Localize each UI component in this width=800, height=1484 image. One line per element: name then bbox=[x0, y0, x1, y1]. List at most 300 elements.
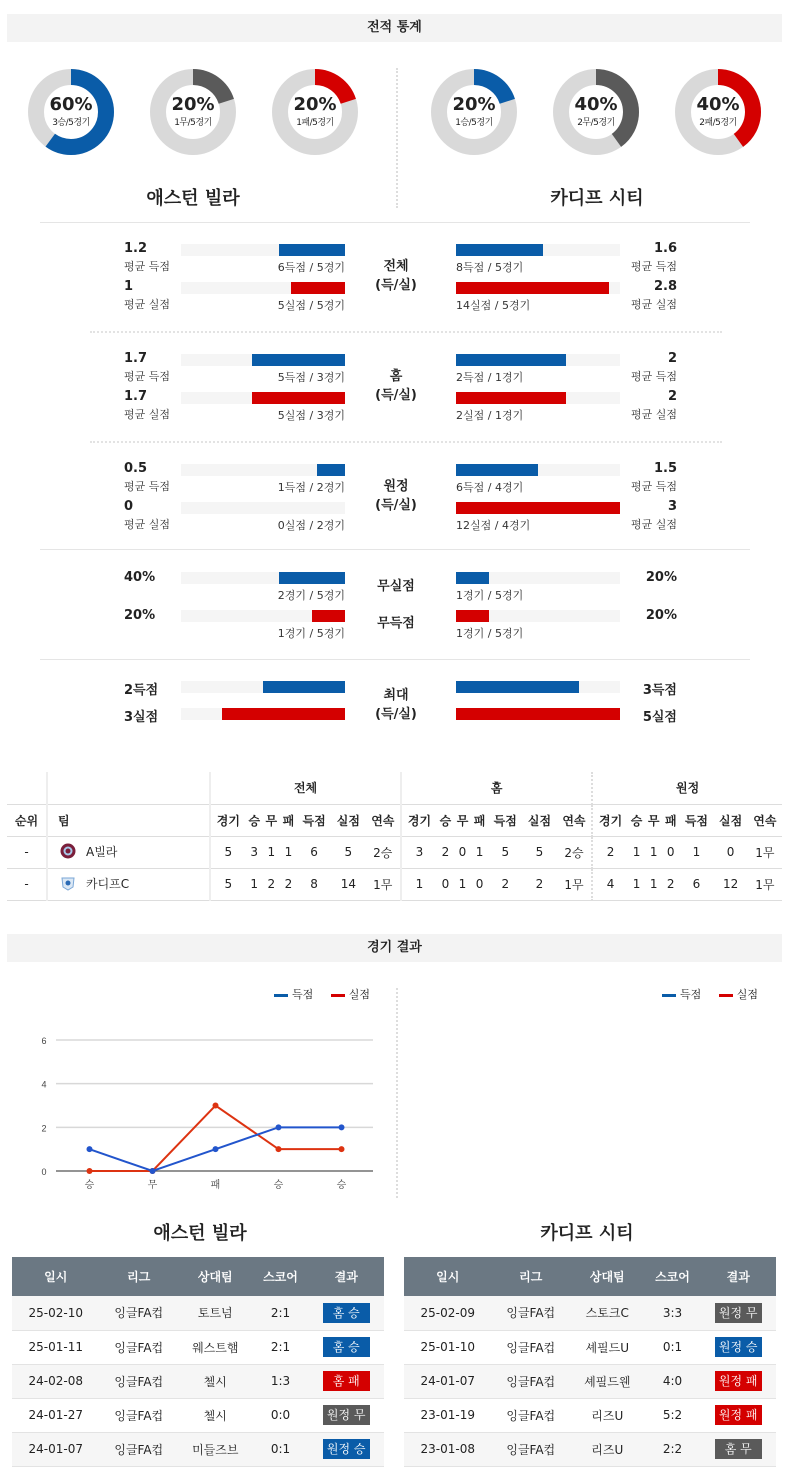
result-badge: 홈 승 bbox=[323, 1303, 370, 1323]
x-tick-label: 승 bbox=[273, 1180, 284, 1191]
home-clean-sheet-caption: 2경기 / 5경기 bbox=[277, 589, 345, 602]
team-cell[interactable] bbox=[47, 836, 210, 868]
away-scored-caption: 2득점 / 1경기 bbox=[456, 371, 524, 384]
home-bar-fill bbox=[312, 610, 345, 622]
max-label-line1: 최대 bbox=[383, 688, 409, 703]
away-bar-fill bbox=[456, 610, 489, 622]
result-badge: 홈 패 bbox=[323, 1371, 370, 1391]
away-bar-track bbox=[456, 354, 620, 366]
home-donut-1 bbox=[149, 68, 237, 156]
opponent: 웨스트햄 bbox=[178, 1330, 253, 1364]
result-cell bbox=[700, 1364, 776, 1398]
result-row bbox=[12, 1398, 384, 1432]
away-clean-sheet-pct: 20% bbox=[645, 570, 677, 585]
clean-sheet-label: 무실점 bbox=[377, 579, 415, 594]
score: 2:1 bbox=[253, 1296, 309, 1330]
result-badge: 원정 승 bbox=[715, 1337, 762, 1357]
avg-conceded-label: 평균 실점 bbox=[124, 298, 171, 311]
stat-home-4: 2 bbox=[501, 877, 510, 891]
legend-scored: 득점 bbox=[680, 988, 702, 1001]
record-stats-title: 전적 통계 bbox=[7, 14, 782, 42]
home-bar-track bbox=[181, 572, 345, 584]
group-label-line2: (득/실) bbox=[375, 388, 417, 403]
date: 25-02-09 bbox=[404, 1296, 492, 1330]
home-max-conceded: 3실점 bbox=[124, 710, 159, 725]
stat-all-3: 2 bbox=[284, 877, 293, 891]
match-results-title: 경기 결과 bbox=[7, 934, 782, 962]
away-donut-0 bbox=[430, 68, 518, 156]
away-bar-track bbox=[456, 610, 620, 622]
away-bar-fill bbox=[456, 502, 620, 514]
stat-home-6: 2승 bbox=[564, 845, 584, 860]
group-label-line1: 원정 bbox=[383, 479, 409, 494]
home-avg-conceded: 1 bbox=[124, 279, 134, 294]
stat-all-1: 1 bbox=[250, 877, 259, 891]
date: 24-01-07 bbox=[404, 1364, 492, 1398]
group-label-line1: 홈 bbox=[389, 369, 403, 384]
max-label-line2: (득/실) bbox=[375, 707, 417, 722]
col-1-5: 실점 bbox=[527, 813, 552, 828]
stat-all-6: 1무 bbox=[373, 877, 393, 892]
stat-away-4: 1 bbox=[692, 845, 701, 859]
col-2: 상대팀 bbox=[178, 1257, 253, 1296]
home-bar-track bbox=[181, 354, 345, 366]
group-label-line1: 전체 bbox=[383, 259, 409, 274]
stat-away-2: 1 bbox=[649, 845, 658, 859]
stat-home-3: 1 bbox=[475, 845, 484, 859]
stat-all-0: 5 bbox=[210, 868, 246, 900]
away-bar-track bbox=[456, 392, 620, 404]
results-header-row bbox=[12, 1257, 384, 1296]
away-donut-2 bbox=[674, 68, 762, 156]
home-avg-scored: 1.7 bbox=[124, 351, 148, 366]
stat-away-6: 1무 bbox=[755, 877, 775, 892]
avg-conceded-label: 평균 실점 bbox=[630, 518, 677, 531]
opponent: 스토크C bbox=[570, 1296, 645, 1330]
home-bar-track bbox=[181, 502, 345, 514]
col-2: 상대팀 bbox=[570, 1257, 645, 1296]
result-cell bbox=[308, 1364, 384, 1398]
result-badge: 홈 승 bbox=[323, 1337, 370, 1357]
home-bar-track bbox=[181, 464, 345, 476]
league: 잉글FA컵 bbox=[100, 1296, 178, 1330]
donut-percent: 60% bbox=[49, 94, 93, 115]
y-tick-label: 4 bbox=[41, 1079, 47, 1090]
avg-conceded-label: 평균 실점 bbox=[630, 298, 677, 311]
col-4: 결과 bbox=[700, 1257, 776, 1296]
empty-cell bbox=[47, 772, 210, 804]
home-avg-conceded: 0 bbox=[124, 499, 134, 514]
home-bar-track bbox=[181, 282, 345, 294]
opponent: 미들즈브 bbox=[178, 1432, 253, 1466]
col-3: 스코어 bbox=[645, 1257, 701, 1296]
away-bar-fill bbox=[456, 681, 579, 693]
group-away: 원정 bbox=[592, 772, 782, 804]
result-row bbox=[404, 1296, 776, 1330]
legend-conceded: 실점 bbox=[348, 988, 371, 1001]
conceded-swatch-icon bbox=[719, 994, 733, 997]
col-0: 일시 bbox=[12, 1257, 100, 1296]
donut-caption: 2무/5경기 bbox=[577, 118, 615, 128]
away-clean-sheet-caption: 1경기 / 5경기 bbox=[456, 589, 524, 602]
home-scored-caption: 1득점 / 2경기 bbox=[277, 481, 345, 494]
date: 25-02-10 bbox=[12, 1296, 100, 1330]
data-point[interactable] bbox=[87, 1146, 93, 1152]
data-point[interactable] bbox=[150, 1168, 156, 1174]
away-results-team-name: 카디프 시티 bbox=[540, 1223, 634, 1244]
home-bar-fill bbox=[252, 392, 345, 404]
date: 25-01-11 bbox=[12, 1330, 100, 1364]
date: 25-01-10 bbox=[404, 1330, 492, 1364]
avg-conceded-label: 평균 실점 bbox=[124, 408, 171, 421]
col-1: 리그 bbox=[100, 1257, 178, 1296]
col-1-4: 득점 bbox=[493, 813, 517, 828]
away-bar-track bbox=[456, 572, 620, 584]
home-bar-fill bbox=[291, 282, 345, 294]
group-home: 홈 bbox=[401, 772, 592, 804]
stat-home-1: 2 bbox=[441, 845, 450, 859]
group-label bbox=[366, 257, 426, 295]
col-1-3: 패 bbox=[473, 813, 486, 828]
stat-home-1: 0 bbox=[441, 877, 450, 891]
home-no-score-pct: 20% bbox=[124, 608, 156, 623]
result-badge: 원정 무 bbox=[323, 1405, 370, 1425]
team-cell[interactable] bbox=[47, 868, 210, 900]
home-bar-track bbox=[181, 681, 345, 693]
data-point[interactable] bbox=[339, 1124, 345, 1130]
x-tick-label: 패 bbox=[210, 1180, 221, 1191]
dotted-divider bbox=[90, 331, 722, 333]
stat-all-2: 2 bbox=[267, 877, 276, 891]
home-bar-fill bbox=[252, 354, 345, 366]
chart-legend-away bbox=[662, 986, 758, 1002]
scored-swatch-icon bbox=[274, 994, 288, 997]
away-bar-track bbox=[456, 244, 620, 256]
score: 0:0 bbox=[253, 1398, 309, 1432]
away-scored-caption: 8득점 / 5경기 bbox=[456, 261, 524, 274]
avg-conceded-label: 평균 실점 bbox=[630, 408, 677, 421]
cardiff-city-crest-icon bbox=[60, 875, 76, 891]
stat-away-3: 0 bbox=[666, 845, 675, 859]
away-avg-scored: 1.5 bbox=[653, 461, 677, 476]
away-avg-scored: 1.6 bbox=[653, 241, 677, 256]
result-row bbox=[12, 1364, 384, 1398]
result-row bbox=[404, 1432, 776, 1466]
x-tick-label: 승 bbox=[84, 1180, 95, 1191]
league: 잉글FA컵 bbox=[492, 1432, 570, 1466]
result-badge: 원정 무 bbox=[715, 1303, 762, 1323]
donut-percent: 40% bbox=[574, 94, 618, 115]
stat-home-4: 5 bbox=[501, 845, 510, 859]
aston-villa-crest-icon bbox=[60, 843, 76, 859]
date: 23-01-08 bbox=[404, 1432, 492, 1466]
data-point[interactable] bbox=[87, 1168, 93, 1174]
result-cell bbox=[700, 1330, 776, 1364]
league: 잉글FA컵 bbox=[100, 1330, 178, 1364]
score: 0:1 bbox=[645, 1330, 701, 1364]
result-row bbox=[404, 1364, 776, 1398]
stat-home-5: 2 bbox=[535, 877, 544, 891]
stat-all-2: 1 bbox=[267, 845, 276, 859]
stat-all-0: 5 bbox=[210, 836, 246, 868]
stat-home-2: 0 bbox=[458, 845, 467, 859]
col-1-2: 무 bbox=[456, 813, 469, 828]
score: 2:1 bbox=[253, 1330, 309, 1364]
col-2-5: 실점 bbox=[719, 813, 743, 828]
home-no-score-caption: 1경기 / 5경기 bbox=[277, 627, 345, 640]
stat-away-1: 1 bbox=[632, 877, 641, 891]
group-all: 전체 bbox=[210, 772, 401, 804]
away-bar-track bbox=[456, 282, 620, 294]
donut-caption: 1패/5경기 bbox=[296, 118, 334, 128]
result-badge: 원정 패 bbox=[715, 1405, 762, 1425]
away-results-table bbox=[404, 1257, 776, 1467]
col-1-1: 승 bbox=[439, 813, 452, 828]
away-avg-conceded: 3 bbox=[667, 499, 677, 514]
vertical-divider bbox=[396, 68, 398, 208]
stat-home-3: 0 bbox=[475, 877, 484, 891]
col-3: 스코어 bbox=[253, 1257, 309, 1296]
league: 잉글FA컵 bbox=[492, 1296, 570, 1330]
league: 잉글FA컵 bbox=[100, 1398, 178, 1432]
donut-percent: 20% bbox=[452, 94, 496, 115]
opponent: 토트넘 bbox=[178, 1296, 253, 1330]
away-avg-conceded: 2.8 bbox=[653, 279, 677, 294]
stat-away-5: 12 bbox=[722, 877, 739, 891]
home-bar-track bbox=[181, 708, 345, 720]
away-bar-fill bbox=[456, 464, 538, 476]
col-1-6: 연속 bbox=[562, 813, 586, 828]
data-point[interactable] bbox=[339, 1146, 345, 1152]
data-point[interactable] bbox=[213, 1146, 219, 1152]
result-cell bbox=[308, 1432, 384, 1466]
avg-conceded-label: 평균 실점 bbox=[124, 518, 171, 531]
away-bar-fill bbox=[456, 392, 566, 404]
stat-home-6: 1무 bbox=[564, 877, 584, 892]
divider bbox=[40, 549, 750, 550]
donut-caption: 1승/5경기 bbox=[455, 118, 493, 128]
standings-row bbox=[7, 836, 782, 868]
away-bar-fill bbox=[456, 708, 620, 720]
opponent: 리즈U bbox=[570, 1398, 645, 1432]
result-row bbox=[404, 1330, 776, 1364]
series-1-line bbox=[90, 1106, 342, 1172]
scored-swatch-icon bbox=[662, 994, 676, 997]
data-point[interactable] bbox=[213, 1103, 219, 1109]
opponent: 셰필드웬 bbox=[570, 1364, 645, 1398]
donut-caption: 1무/5경기 bbox=[174, 118, 212, 128]
stat-all-1: 3 bbox=[250, 845, 259, 859]
home-avg-scored: 0.5 bbox=[124, 461, 148, 476]
away-bar-fill bbox=[456, 354, 566, 366]
stat-all-4: 8 bbox=[310, 877, 318, 891]
home-scored-caption: 6득점 / 5경기 bbox=[277, 261, 345, 274]
away-avg-conceded: 2 bbox=[667, 389, 677, 404]
stat-all-3: 1 bbox=[284, 845, 293, 859]
col-0-6: 연속 bbox=[371, 813, 395, 828]
donut-caption: 3승/5경기 bbox=[52, 118, 90, 128]
result-cell bbox=[700, 1296, 776, 1330]
rank: - bbox=[24, 877, 29, 891]
score: 2:2 bbox=[645, 1432, 701, 1466]
result-cell bbox=[700, 1432, 776, 1466]
league: 잉글FA컵 bbox=[100, 1432, 178, 1466]
stat-home-0: 1 bbox=[401, 868, 437, 900]
away-conceded-caption: 2실점 / 1경기 bbox=[456, 409, 524, 422]
away-bar-track bbox=[456, 681, 620, 693]
stat-away-2: 1 bbox=[649, 877, 658, 891]
donut-percent: 20% bbox=[293, 94, 337, 115]
stat-all-5: 14 bbox=[340, 877, 356, 891]
away-scored-caption: 6득점 / 4경기 bbox=[456, 481, 524, 494]
col-0-5: 실점 bbox=[336, 813, 360, 828]
away-conceded-caption: 14실점 / 5경기 bbox=[456, 299, 531, 312]
home-conceded-caption: 0실점 / 2경기 bbox=[277, 519, 345, 532]
home-bar-track bbox=[181, 392, 345, 404]
stat-away-0: 2 bbox=[592, 836, 628, 868]
col-2-0: 경기 bbox=[592, 804, 628, 836]
avg-scored-label: 평균 득점 bbox=[630, 480, 677, 493]
home-bar-fill bbox=[279, 572, 345, 584]
home-results-table bbox=[12, 1257, 384, 1467]
chart-legend-home bbox=[274, 986, 370, 1002]
score: 3:3 bbox=[645, 1296, 701, 1330]
date: 24-02-08 bbox=[12, 1364, 100, 1398]
home-team-name: 애스턴 빌라 bbox=[146, 188, 240, 209]
result-badge: 원정 패 bbox=[715, 1371, 762, 1391]
avg-scored-label: 평균 득점 bbox=[630, 370, 677, 383]
result-cell bbox=[308, 1296, 384, 1330]
stat-away-1: 1 bbox=[632, 845, 641, 859]
away-max-scored: 3득점 bbox=[642, 683, 677, 698]
col-2-2: 무 bbox=[647, 813, 660, 828]
stat-away-6: 1무 bbox=[755, 845, 775, 860]
results-header-row bbox=[404, 1257, 776, 1296]
avg-scored-label: 평균 득점 bbox=[124, 370, 171, 383]
avg-scored-label: 평균 득점 bbox=[630, 260, 677, 273]
data-point[interactable] bbox=[276, 1124, 282, 1130]
col-4: 결과 bbox=[308, 1257, 384, 1296]
league: 잉글FA컵 bbox=[492, 1330, 570, 1364]
away-no-score-caption: 1경기 / 5경기 bbox=[456, 627, 524, 640]
dotted-divider bbox=[90, 441, 722, 443]
col-2-3: 패 bbox=[664, 813, 677, 828]
opponent: 첼시 bbox=[178, 1398, 253, 1432]
result-cell bbox=[308, 1398, 384, 1432]
empty-cell bbox=[7, 772, 47, 804]
result-row bbox=[12, 1432, 384, 1466]
team-name[interactable]: 카디프C bbox=[86, 876, 130, 891]
avg-scored-label: 평균 득점 bbox=[124, 260, 171, 273]
col-1: 리그 bbox=[492, 1257, 570, 1296]
score: 5:2 bbox=[645, 1398, 701, 1432]
away-max-conceded: 5실점 bbox=[642, 710, 677, 725]
x-tick-label: 무 bbox=[147, 1180, 158, 1191]
conceded-swatch-icon bbox=[331, 994, 345, 997]
stat-home-0: 3 bbox=[401, 836, 437, 868]
date: 24-01-27 bbox=[12, 1398, 100, 1432]
donut-percent: 40% bbox=[696, 94, 740, 115]
date: 23-01-19 bbox=[404, 1398, 492, 1432]
col-0-1: 승 bbox=[248, 813, 261, 828]
result-cell bbox=[308, 1330, 384, 1364]
home-scored-caption: 5득점 / 3경기 bbox=[277, 371, 345, 384]
standings-row bbox=[7, 868, 782, 900]
score: 1:3 bbox=[253, 1364, 309, 1398]
league: 잉글FA컵 bbox=[492, 1364, 570, 1398]
col-team: 팀 bbox=[47, 804, 210, 836]
away-goals-line-chart bbox=[400, 1030, 800, 1195]
y-tick-label: 0 bbox=[41, 1167, 47, 1177]
away-team-name: 카디프 시티 bbox=[550, 188, 644, 209]
opponent: 리즈U bbox=[570, 1432, 645, 1466]
stat-away-4: 6 bbox=[692, 877, 701, 891]
score: 4:0 bbox=[645, 1364, 701, 1398]
away-bar-track bbox=[456, 502, 620, 514]
home-conceded-caption: 5실점 / 5경기 bbox=[277, 299, 345, 312]
team-name[interactable]: A빌라 bbox=[86, 844, 118, 859]
y-tick-label: 6 bbox=[41, 1036, 47, 1046]
home-bar-track bbox=[181, 610, 345, 622]
away-avg-scored: 2 bbox=[667, 351, 677, 366]
col-0-3: 패 bbox=[282, 813, 295, 828]
data-point[interactable] bbox=[276, 1146, 282, 1152]
col-2-4: 득점 bbox=[684, 813, 708, 828]
home-donut-2 bbox=[271, 68, 359, 156]
col-0: 일시 bbox=[404, 1257, 492, 1296]
away-bar-track bbox=[456, 708, 620, 720]
y-tick-label: 2 bbox=[41, 1123, 47, 1134]
stat-away-5: 0 bbox=[726, 845, 735, 859]
col-2-1: 승 bbox=[630, 813, 643, 828]
home-max-scored: 2득점 bbox=[124, 683, 159, 698]
group-label-line2: (득/실) bbox=[375, 278, 417, 293]
group-label bbox=[366, 367, 426, 405]
stat-home-2: 1 bbox=[458, 877, 467, 891]
opponent: 첼시 bbox=[178, 1364, 253, 1398]
stat-away-3: 2 bbox=[666, 877, 675, 891]
home-bar-track bbox=[181, 244, 345, 256]
rank: - bbox=[24, 845, 29, 859]
away-bar-fill bbox=[456, 282, 609, 294]
col-0-4: 득점 bbox=[302, 813, 326, 828]
home-results-team-name: 애스턴 빌라 bbox=[153, 1223, 247, 1244]
result-badge: 홈 무 bbox=[715, 1439, 762, 1459]
result-row bbox=[404, 1398, 776, 1432]
donut-caption: 2패/5경기 bbox=[699, 118, 737, 128]
col-0-2: 무 bbox=[265, 813, 278, 828]
stat-all-5: 5 bbox=[344, 845, 353, 859]
away-bar-fill bbox=[456, 244, 543, 256]
col-rank: 순위 bbox=[14, 813, 39, 828]
away-conceded-caption: 12실점 / 4경기 bbox=[456, 519, 531, 532]
legend-conceded: 실점 bbox=[736, 988, 759, 1001]
group-label bbox=[366, 477, 426, 515]
home-goals-line-chart bbox=[0, 1030, 400, 1195]
away-bar-track bbox=[456, 464, 620, 476]
away-donut-1 bbox=[552, 68, 640, 156]
group-label-line2: (득/실) bbox=[375, 498, 417, 513]
result-badge: 원정 승 bbox=[323, 1439, 370, 1459]
col-2-6: 연속 bbox=[753, 813, 777, 828]
date: 24-01-07 bbox=[12, 1432, 100, 1466]
avg-scored-label: 평균 득점 bbox=[124, 480, 171, 493]
opponent: 셰필드U bbox=[570, 1330, 645, 1364]
home-donut-0 bbox=[27, 68, 115, 156]
league: 잉글FA컵 bbox=[100, 1364, 178, 1398]
away-no-score-pct: 20% bbox=[645, 608, 677, 623]
result-row bbox=[12, 1330, 384, 1364]
